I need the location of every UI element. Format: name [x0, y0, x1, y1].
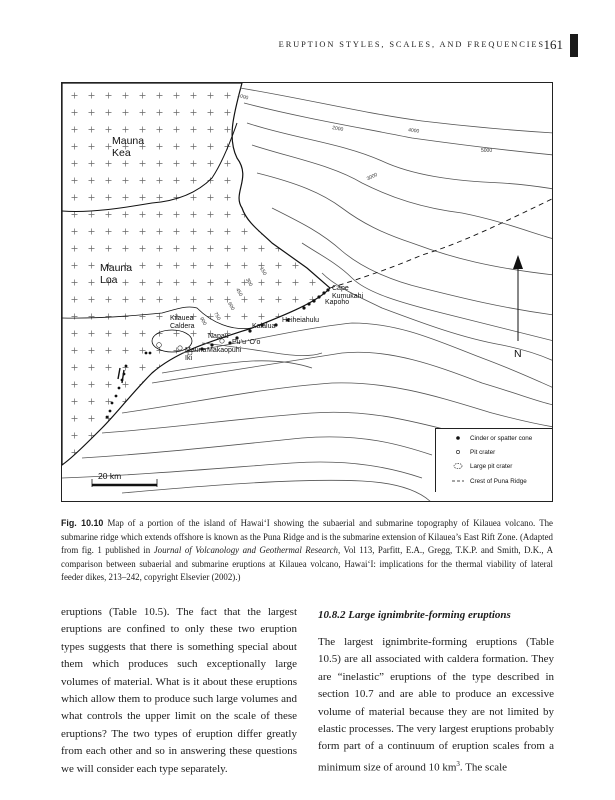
- contour-label-150: 150: [258, 266, 268, 277]
- superscript-3: 3: [456, 759, 460, 768]
- right-paragraph-end: . The scale: [459, 761, 508, 774]
- legend-puna-ridge-crest: Crest of Puna Ridge: [470, 478, 527, 485]
- label-kapoho: Kapoho: [325, 299, 350, 306]
- legend-cinder-cone: Cinder or spatter cone: [470, 435, 533, 442]
- label-puu-oo: Pu‘u ‘O‘o: [232, 339, 261, 346]
- contour-label-1000: 1000: [236, 92, 249, 102]
- label-makaopuhi: Makaopuhi: [207, 347, 242, 354]
- thumb-tab: [570, 34, 578, 57]
- topographic-map-figure: [61, 82, 553, 502]
- right-paragraph-text: The largest ignimbrite-forming eruptions (Table 10.5) are all associated with caldera formation. They are “inelastic” eruptions of the type described in section 10.7 and are able to produce an excessive volume of material because they are not limited by elastic processes. The very largest eruptions probably form part of a continuum of eruption scales from a minimum size of around 10 km: [318, 636, 554, 774]
- legend-pit-crater: Pit crater: [470, 449, 496, 456]
- label-cape-kumukahi: Cape Kumukahi: [332, 285, 364, 300]
- left-paragraph: eruptions (Table 10.5). The fact that the largest eruptions are confined to only these two eruption types suggests that there is something special about them which produces such exceptionally large volumes of material. What is it about these eruptions which allow them to produce such large volumes and what controls the upper limit on the scale of these eruptions? The two types of eruption differ greatly from each other and so in answering these questions we will consider each type separately.: [61, 606, 297, 775]
- label-kilauea-caldera: Kilauea Caldera: [170, 315, 195, 330]
- label-mauna-kea: Mauna Kea: [112, 135, 145, 159]
- label-north: N: [514, 348, 522, 360]
- caption-journal: Journal of Volcanology and Geothermal Research: [153, 545, 338, 555]
- caption-text-2: , Vol 113, Parfitt, E.A., Gregg, T.K.P. and Smith, D.K., A comparison between subaerial and submarine eruptions at Kilauea volcano, Hawai‘I: implications for the thermal viability of lateral feeder dikes, 213–242, copyright Elsevier (2002).): [61, 545, 553, 582]
- legend-large-pit-crater: Large pit crater: [470, 463, 513, 470]
- contour-label-5000: 5000: [481, 148, 493, 154]
- left-column: [61, 604, 297, 778]
- label-kalalua: Kalalua: [252, 323, 276, 330]
- label-napau: Napau: [208, 333, 229, 340]
- contour-label-600: 600: [226, 301, 236, 312]
- contour-label-300: 300: [244, 277, 254, 288]
- contour-label-450: 450: [234, 287, 244, 298]
- contour-label-750: 750: [212, 311, 222, 322]
- caption-label: Fig. 10.10: [61, 518, 104, 528]
- caption-text-1: Map of a portion of the island of Hawai‘I showing the subaerial and submarine topography of Kilauea volcano. The submarine ridge which extends offshore is known as the Puna Ridge and is the submarine extension of Kilauea’s East Rift Zone. (Adapted from fig. 1 published in: [61, 518, 554, 555]
- contour-label-3000: 3000: [365, 172, 379, 183]
- scale-bar-label: 20 km: [98, 471, 122, 481]
- right-column: [318, 634, 554, 777]
- puna-ridge-crest: [330, 198, 553, 288]
- legend-symbols: [452, 429, 464, 493]
- map-legend: [435, 428, 553, 492]
- figure-caption: [61, 517, 553, 585]
- running-header: ERUPTION STYLES, SCALES, AND FREQUENCIES: [278, 40, 545, 49]
- contour-label-2000: 2000: [331, 125, 344, 133]
- label-mauna-iki: Mauna Iki: [185, 347, 207, 362]
- page-number: 161: [543, 37, 563, 52]
- label-mauna-loa: Mauna Loa: [100, 262, 133, 286]
- contour-label-900: 900: [198, 316, 208, 327]
- label-heiheiahulu: Heiheiahulu: [282, 317, 319, 324]
- section-heading: 10.8.2 Large ignimbrite-forming eruptions: [318, 609, 511, 621]
- right-paragraph: [318, 634, 554, 777]
- north-arrow: [513, 255, 523, 341]
- contour-label-4000: 4000: [407, 127, 420, 135]
